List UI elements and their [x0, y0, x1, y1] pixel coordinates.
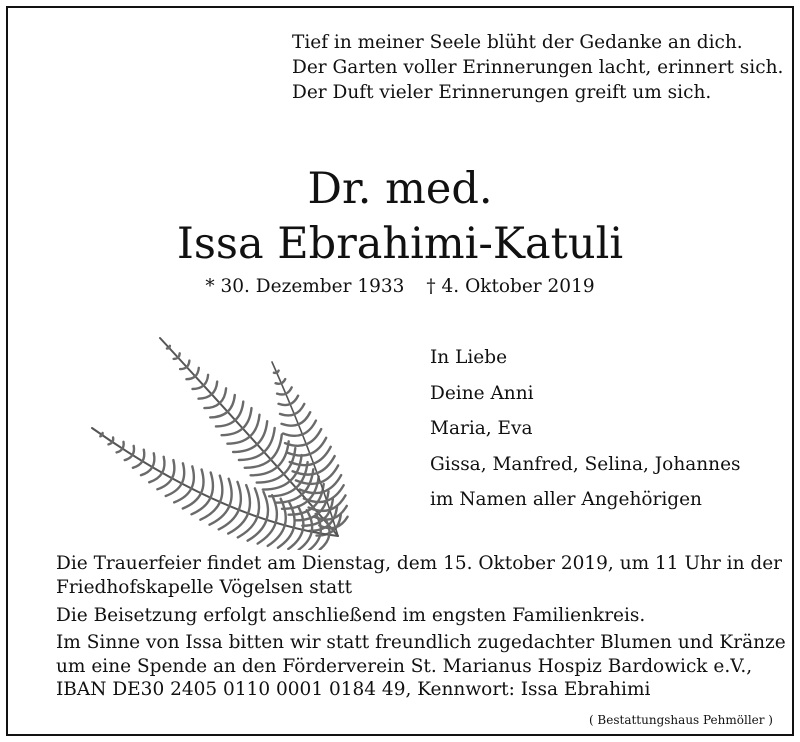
mourner-line: Deine Anni: [430, 382, 534, 404]
poem-line: Tief in meiner Seele blüht der Gedanke an dich.: [292, 32, 743, 53]
burial-notice: Die Beisetzung erfolgt anschließend im engsten Familienkreis.: [56, 605, 646, 626]
funeral-line: Die Trauerfeier findet am Dienstag, dem 15. Oktober 2019, um 11 Uhr in der: [56, 553, 783, 574]
donation-line: um eine Spende an den Förderverein St. Marianus Hospiz Bardowick e.V.,: [56, 655, 753, 677]
birth-date: * 30. Dezember 1933: [205, 276, 405, 297]
donation-line: IBAN DE30 2405 0110 0001 0184 49, Kennwort: Issa Ebrahimi: [56, 679, 651, 700]
poem-line: Der Duft vieler Erinnerungen greift um sich.: [292, 82, 712, 103]
mourner-line: Gissa, Manfred, Selina, Johannes: [430, 453, 741, 475]
death-date: † 4. Oktober 2019: [426, 276, 595, 297]
life-dates: [0, 276, 800, 297]
poem: [292, 30, 783, 105]
mourners-list: [430, 340, 741, 518]
funeral-home-credit: ( Bestattungshaus Pehmöller ): [588, 713, 773, 727]
mourner-line: In Liebe: [430, 347, 508, 368]
mourner-line: Maria, Eva: [430, 418, 533, 439]
mourner-line: im Namen aller Angehörigen: [430, 489, 702, 510]
donation-line: Im Sinne von Issa bitten wir statt freundlich zugedachter Blumen und Kränze: [56, 632, 786, 653]
donation-notice: [56, 631, 786, 702]
deceased-title: Dr. med.: [307, 164, 493, 214]
funeral-line: Friedhofskapelle Vögelsen statt: [56, 576, 353, 598]
funeral-notice: [56, 552, 782, 599]
deceased-name: Issa Ebrahimi-Katuli: [176, 219, 624, 269]
poem-line: Der Garten voller Erinnerungen lacht, erinnert sich.: [292, 57, 784, 78]
fern-leaf-icon: [76, 318, 376, 550]
